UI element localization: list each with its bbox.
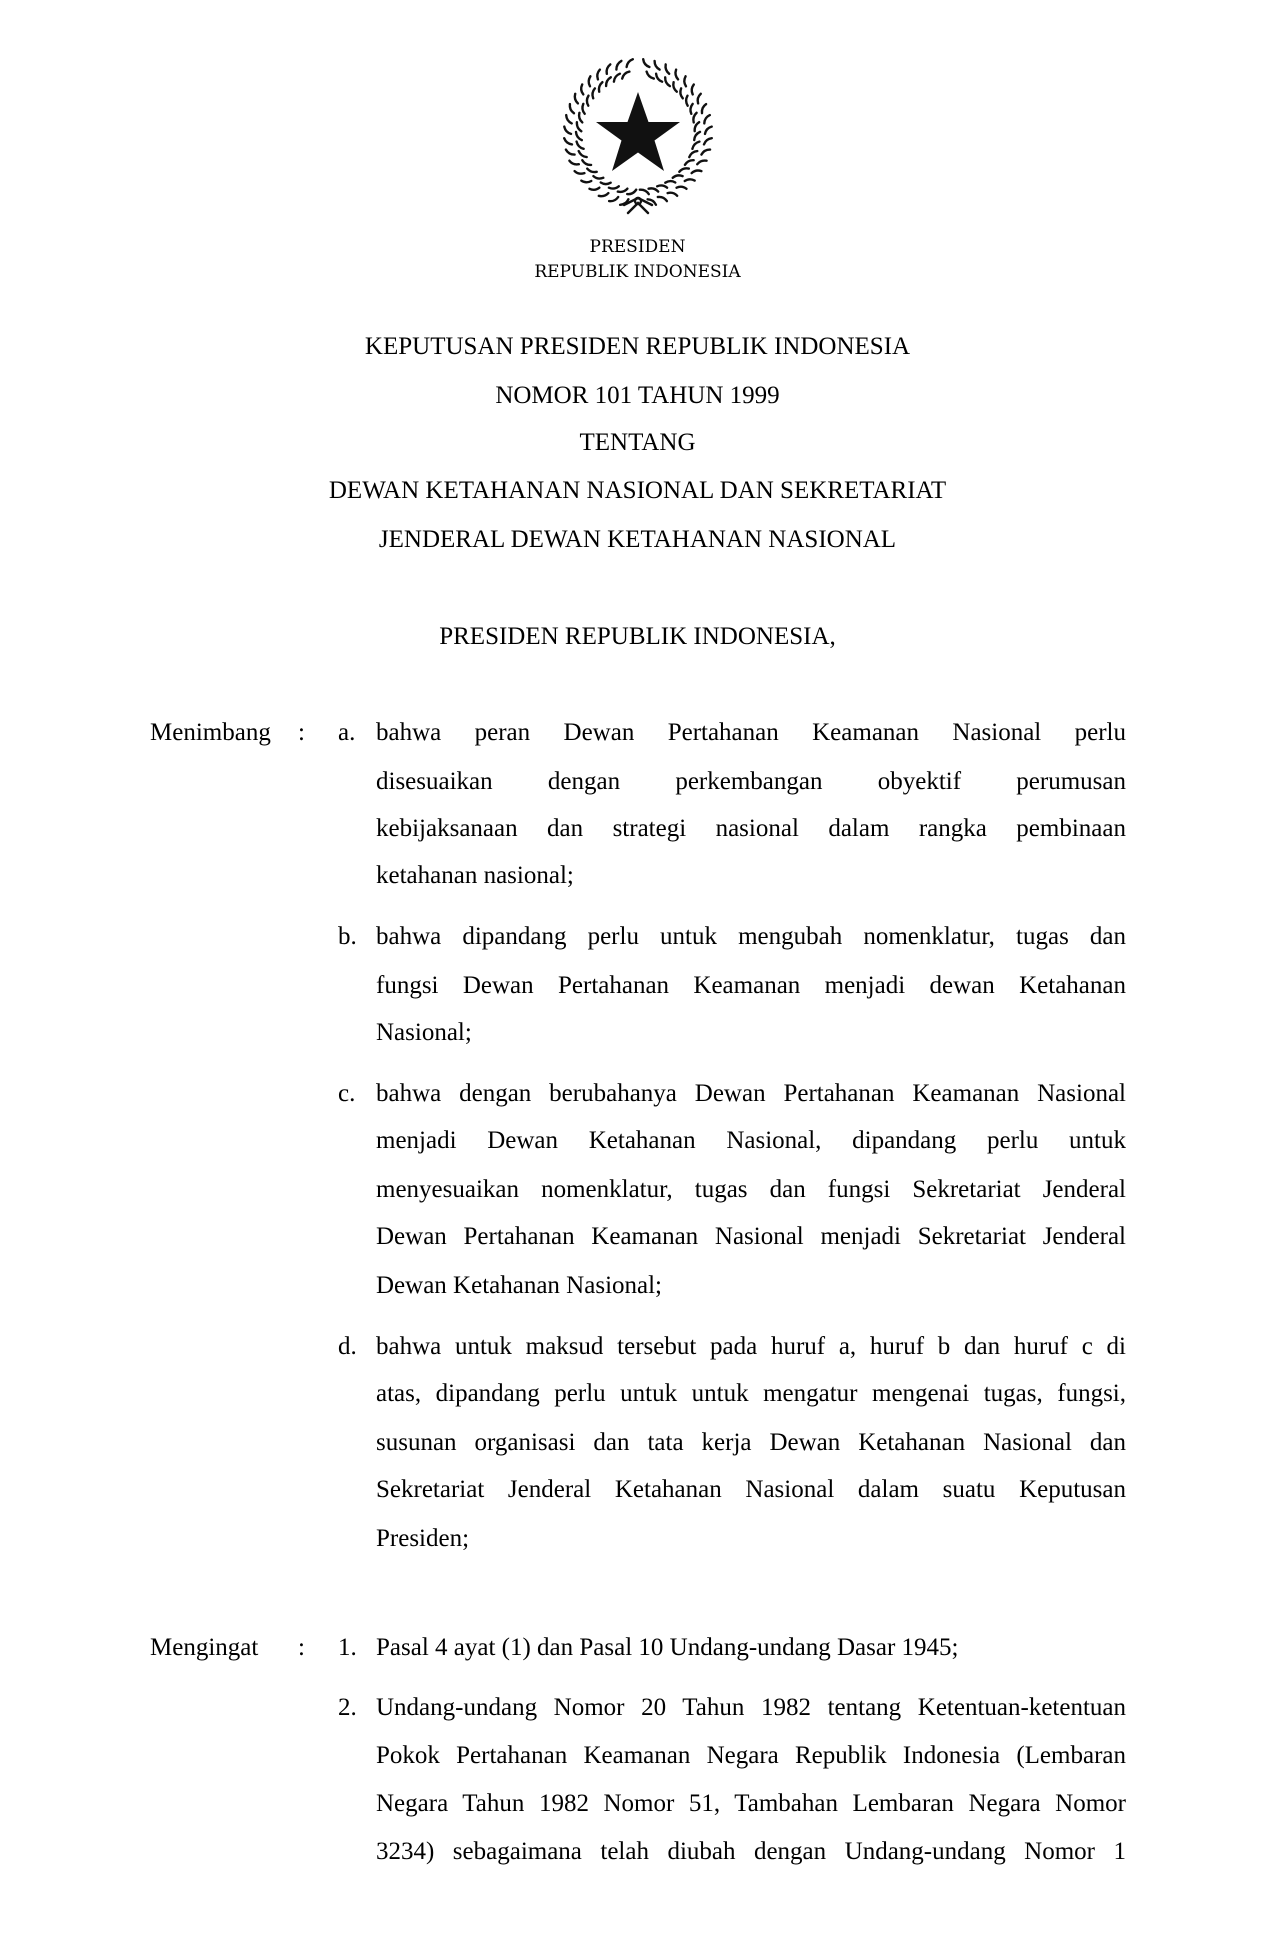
item-1-marker: 1. bbox=[338, 1634, 357, 1661]
laurel-leaf bbox=[697, 161, 706, 165]
laurel-leaf bbox=[569, 161, 578, 165]
laurel-leaf bbox=[679, 168, 689, 171]
decree-number: NOMOR 101 TAHUN 1999 bbox=[495, 382, 780, 409]
laurel-leaf bbox=[705, 127, 712, 134]
laurel-leaf bbox=[658, 197, 667, 201]
laurel-leaf bbox=[643, 59, 649, 67]
laurel-leaf bbox=[704, 138, 712, 144]
laurel-leaf bbox=[622, 72, 629, 79]
laurel-leaf bbox=[570, 104, 574, 113]
laurel-leaf bbox=[577, 122, 581, 131]
mengingat-colon: : bbox=[298, 1634, 305, 1661]
laurel-leaf bbox=[566, 150, 575, 155]
item-b-marker: b. bbox=[338, 923, 357, 950]
decree-subject-line-2: JENDERAL DEWAN KETAHANAN NASIONAL bbox=[378, 526, 897, 553]
star-icon bbox=[596, 92, 680, 171]
laurel-leaf bbox=[590, 188, 600, 190]
laurel-leaf bbox=[675, 70, 678, 80]
laurel-leaf bbox=[673, 175, 683, 177]
item-c-line: bahwa dengan berubahanya Dewan Pertahanan Keamanan Nasional bbox=[376, 1080, 1126, 1107]
ribbon-knot bbox=[635, 198, 641, 204]
item-b-line: bahwa dipandang perlu untuk mengubah nomenklatur, tugas dan bbox=[376, 923, 1126, 950]
item-2-marker: 2. bbox=[338, 1694, 357, 1721]
item-a-line: ketahanan nasional; bbox=[376, 862, 574, 889]
item-d-line: Sekretariat Jenderal Ketahanan Nasional dalam suatu Keputusan bbox=[376, 1476, 1126, 1503]
laurel-leaf bbox=[689, 151, 697, 157]
laurel-leaf bbox=[685, 179, 695, 181]
laurel-leaf bbox=[694, 132, 700, 140]
laurel-leaf bbox=[564, 127, 571, 134]
laurel-leaf bbox=[582, 104, 584, 114]
laurel-leaf bbox=[614, 74, 620, 82]
laurel-leaf bbox=[575, 171, 585, 174]
item-c-line: Dewan Ketahanan Nasional; bbox=[376, 1272, 662, 1299]
item-a-line: kebijaksanaan dan strategi nasional dalam rangka pembinaan bbox=[376, 815, 1126, 842]
laurel-leaf bbox=[609, 197, 618, 201]
laurel-leaf bbox=[684, 76, 686, 86]
laurel-leaf bbox=[606, 77, 611, 86]
item-2-line: Undang-undang Nomor 20 Tahun 1982 tentang Ketentuan-ketentuan bbox=[376, 1694, 1126, 1721]
item-c-line: menjadi Dewan Ketahanan Nasional, dipandang perlu untuk bbox=[376, 1127, 1126, 1154]
laurel-leaf bbox=[702, 104, 706, 113]
item-a-marker: a. bbox=[338, 719, 356, 746]
item-2-line: Negara Tahun 1982 Nomor 51, Tambahan Lembaran Negara Nomor bbox=[376, 1790, 1126, 1817]
laurel-leaf bbox=[693, 113, 696, 123]
laurel-leaf bbox=[579, 113, 582, 123]
laurel-leaf bbox=[592, 88, 594, 98]
letterhead-line-2: REPUBLIK INDONESIA bbox=[534, 262, 741, 282]
laurel-leaf bbox=[564, 138, 572, 144]
item-d-marker: d. bbox=[338, 1333, 357, 1360]
laurel-leaf bbox=[566, 115, 572, 123]
letterhead-line-1: PRESIDEN bbox=[589, 237, 686, 257]
laurel-leaf bbox=[587, 96, 589, 106]
item-a-line: disesuaikan dengan perkembangan obyektif perumusan bbox=[376, 768, 1126, 795]
laurel-leaf bbox=[581, 181, 591, 183]
item-d-line: atas, dipandang perlu untuk untuk mengatur mengenai tugas, fungsi, bbox=[376, 1380, 1126, 1407]
laurel-leaf bbox=[649, 188, 659, 191]
laurel-leaf bbox=[656, 74, 662, 82]
item-b-line: Nasional; bbox=[376, 1019, 472, 1046]
laurel-leaf bbox=[599, 193, 609, 196]
laurel-leaf bbox=[599, 82, 602, 92]
item-2-line: 3234) sebagaimana telah diubah dengan Undang-undang Nomor 1 bbox=[376, 1838, 1126, 1865]
laurel-leaf bbox=[640, 190, 649, 194]
laurel-leaf bbox=[665, 77, 670, 86]
laurel-leaf bbox=[677, 187, 687, 189]
laurel-leaf bbox=[601, 183, 611, 185]
laurel-leaf bbox=[704, 115, 710, 123]
laurel-leaf bbox=[680, 88, 682, 98]
item-2-line: Pokok Pertahanan Keamanan Negara Republik Indonesia (Lembaran bbox=[376, 1742, 1126, 1769]
laurel-leaf bbox=[655, 61, 660, 70]
laurel-leaf bbox=[665, 181, 675, 183]
item-a-line: bahwa peran Dewan Pertahanan Keamanan Nasional perlu bbox=[376, 719, 1126, 746]
laurel-leaf bbox=[609, 186, 619, 188]
item-c-line: menyesuaikan nomenklatur, tugas dan fungsi Sekretariat Jenderal bbox=[376, 1176, 1126, 1203]
laurel-leaf bbox=[685, 160, 694, 165]
laurel-leaf bbox=[587, 169, 597, 172]
item-d-line: Presiden; bbox=[376, 1525, 470, 1552]
laurel-leaf bbox=[579, 151, 587, 157]
item-d-line: bahwa untuk maksud tersebut pada huruf a, huruf b dan huruf c di bbox=[376, 1333, 1126, 1360]
laurel-leaf bbox=[673, 82, 676, 92]
laurel-leaf bbox=[582, 160, 591, 165]
item-b-line: fungsi Dewan Pertahanan Keamanan menjadi dewan Ketahanan bbox=[376, 972, 1126, 999]
laurel-leaf bbox=[627, 59, 633, 67]
item-1-line: Pasal 4 ayat (1) dan Pasal 10 Undang-undang Dasar 1945; bbox=[376, 1634, 959, 1661]
mengingat-label: Mengingat bbox=[150, 1634, 259, 1661]
laurel-leaf bbox=[577, 142, 584, 149]
laurel-leaf bbox=[686, 96, 688, 106]
item-d-line: susunan organisasi dan tata kerja Dewan Ketahanan Nasional dan bbox=[376, 1429, 1126, 1456]
menimbang-colon: : bbox=[298, 719, 305, 746]
laurel-leaf bbox=[666, 64, 670, 73]
laurel-leaf bbox=[589, 76, 591, 86]
laurel-leaf bbox=[692, 142, 699, 149]
laurel-leaf bbox=[701, 150, 710, 155]
opening-statement: PRESIDEN REPUBLIK INDONESIA, bbox=[439, 623, 836, 650]
laurel-leaf bbox=[692, 170, 702, 173]
laurel-leaf bbox=[616, 61, 621, 70]
item-c-line: Dewan Pertahanan Keamanan Nasional menjadi Sekretariat Jenderal bbox=[376, 1223, 1126, 1250]
laurel-leaf bbox=[618, 189, 628, 192]
laurel-leaf bbox=[698, 94, 701, 104]
decree-subject-line-1: DEWAN KETAHANAN NASIONAL DAN SEKRETARIAT bbox=[328, 477, 947, 504]
laurel-leaf bbox=[576, 132, 582, 140]
laurel-leaf bbox=[647, 72, 654, 79]
laurel-leaf bbox=[668, 193, 678, 196]
laurel-leaf bbox=[593, 176, 603, 178]
decree-title-line-1: KEPUTUSAN PRESIDEN REPUBLIK INDONESIA bbox=[364, 333, 911, 360]
laurel-leaf bbox=[597, 70, 600, 80]
decree-title-tentang: TENTANG bbox=[579, 429, 696, 456]
item-c-marker: c. bbox=[338, 1080, 356, 1107]
laurel-leaf bbox=[692, 85, 694, 95]
laurel-leaf bbox=[581, 85, 583, 95]
garuda-star-wreath-emblem bbox=[558, 55, 718, 220]
laurel-leaf bbox=[690, 104, 692, 114]
laurel-leaf bbox=[575, 94, 578, 104]
laurel-leaf bbox=[607, 64, 611, 73]
laurel-leaf bbox=[657, 185, 667, 187]
laurel-leaf bbox=[627, 190, 636, 194]
menimbang-label: Menimbang bbox=[150, 719, 271, 746]
laurel-leaf bbox=[695, 122, 699, 131]
